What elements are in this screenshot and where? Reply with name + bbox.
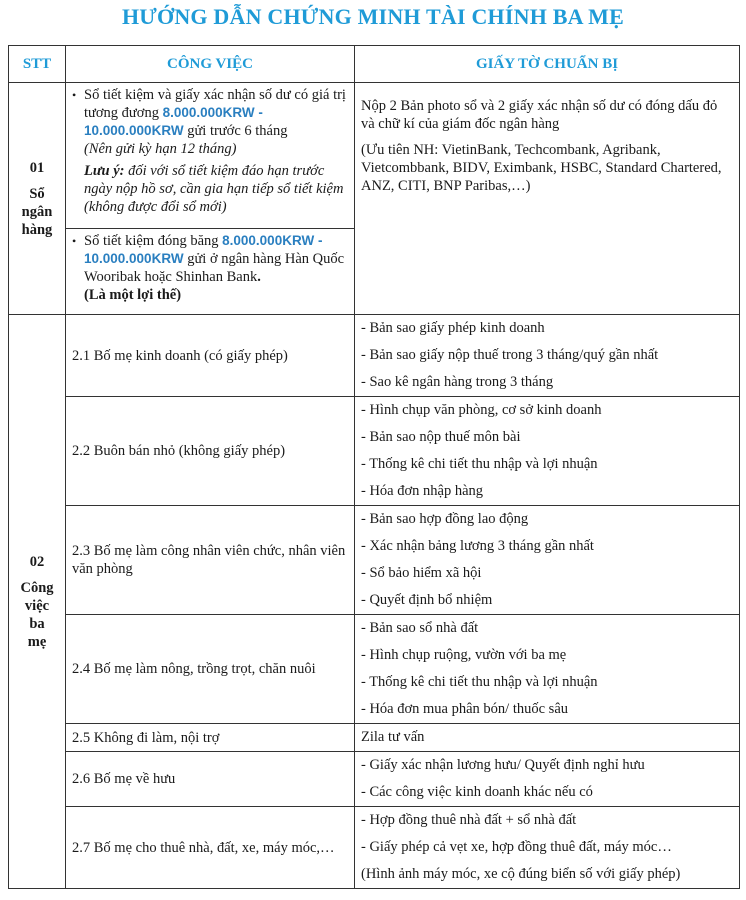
stt-number: 02 <box>29 553 45 570</box>
frozen-text-c: . <box>257 269 261 285</box>
doc-item: - Thống kê chi tiết thu nhập và lợi nhuận <box>361 456 598 472</box>
doc-item: - Các công việc kinh doanh khác nếu có <box>361 784 593 800</box>
bullet-icon: • <box>72 234 77 248</box>
header-row <box>9 46 740 83</box>
frozen-text-a: Sổ tiết kiệm đóng băng <box>84 233 223 249</box>
stt-number: 01 <box>29 159 45 176</box>
warning-text: đối với sổ tiết kiệm đáo hạn trước ngày nộp hồ sơ, cần gia hạn tiếp sổ tiết kiệm (không được đổi sổ mới) <box>84 163 344 215</box>
table-row <box>9 724 740 752</box>
frozen-text-b: gửi ở ngân hàng Hàn Quốc Wooribak hoặc Shinhan Bank <box>84 251 345 285</box>
doc-item: (Hình ảnh máy móc, xe cộ đúng biển số với giấy phép) <box>361 866 681 882</box>
job-cell: 2.2 Buôn bán nhỏ (không giấy phép) <box>66 397 355 506</box>
job-cell <box>66 83 355 229</box>
table-row <box>9 807 740 889</box>
header-docs: GIẤY TỜ CHUẨN BỊ <box>355 46 740 83</box>
stt-label-line: mẹ <box>27 633 47 650</box>
docs-cell <box>355 724 740 752</box>
table-row <box>9 315 740 397</box>
stt-cell-02 <box>9 315 66 889</box>
doc-item: - Bản sao giấy phép kinh doanh <box>361 320 545 336</box>
doc-item: - Thống kê chi tiết thu nhập và lợi nhuận <box>361 674 598 690</box>
docs-cell <box>355 615 740 724</box>
term-note: (Nên gửi kỳ hạn 12 tháng) <box>84 141 237 157</box>
stt-label-line: Sổ <box>29 185 45 202</box>
doc-item: Zila tư vấn <box>361 729 425 745</box>
doc-item: - Quyết định bổ nhiệm <box>361 592 493 608</box>
docs-cell <box>355 506 740 615</box>
stt-label-line: ngân <box>21 203 53 220</box>
doc-item: - Bản sao giấy nộp thuế trong 3 tháng/quý gần nhất <box>361 347 659 363</box>
table-row <box>9 506 740 615</box>
job-cell: 2.5 Không đi làm, nội trợ <box>66 724 355 752</box>
docs-cell <box>355 315 740 397</box>
savings-text-a: Sổ tiết kiệm và giấy xác nhận số dư có giá trị tương đương <box>84 87 346 121</box>
doc-item: - Hóa đơn nhập hàng <box>361 483 484 499</box>
amount-highlight: 8.000.000KRW - 10.000.000KRW <box>84 233 323 266</box>
docs-text: Nộp 2 Bản photo sổ và 2 giấy xác nhận số dư có đóng dấu đỏ và chữ kí của giám đốc ngân hàng <box>361 98 718 132</box>
job-cell: 2.7 Bố mẹ cho thuê nhà, đất, xe, máy móc,… <box>66 807 355 889</box>
job-cell: 2.3 Bố mẹ làm công nhân viên chức, nhân viên văn phòng <box>66 506 355 615</box>
docs-cell <box>355 83 740 315</box>
warning-label: Lưu ý: <box>84 163 125 179</box>
doc-item: - Sổ bảo hiểm xã hội <box>361 565 482 581</box>
table-row <box>9 83 740 229</box>
doc-item: - Xác nhận bảng lương 3 tháng gần nhất <box>361 538 594 554</box>
doc-item: - Giấy phép cả vẹt xe, hợp đồng thuê đất, máy móc… <box>361 839 672 855</box>
doc-item: - Sao kê ngân hàng trong 3 tháng <box>361 374 554 390</box>
job-cell <box>66 229 355 315</box>
header-stt: STT <box>9 46 66 83</box>
docs-cell <box>355 397 740 506</box>
stt-label-line: hàng <box>21 221 53 238</box>
job-cell: 2.6 Bố mẹ về hưu <box>66 752 355 807</box>
warning-note <box>84 162 348 216</box>
doc-item: - Bản sao sổ nhà đất <box>361 620 479 636</box>
bullet-icon: • <box>72 88 77 102</box>
docs-cell <box>355 752 740 807</box>
doc-item: - Hóa đơn mua phân bón/ thuốc sâu <box>361 701 569 717</box>
doc-item: - Hợp đồng thuê nhà đất + sổ nhà đất <box>361 812 577 828</box>
stt-label-line: việc <box>24 597 50 614</box>
table-row <box>9 615 740 724</box>
stt-label-line: ba <box>29 615 45 632</box>
stt-label <box>11 579 63 651</box>
finance-guide-table <box>8 45 740 889</box>
doc-item: - Bản sao nộp thuế môn bài <box>361 429 521 445</box>
amount-highlight: 8.000.000KRW - 10.000.000KRW <box>84 105 263 138</box>
savings-text <box>84 86 348 140</box>
page-title: HƯỚNG DẪN CHỨNG MINH TÀI CHÍNH BA MẸ <box>121 4 624 29</box>
stt-cell-01 <box>9 83 66 315</box>
stt-label <box>11 185 63 239</box>
advantage-note: (Là một lợi thế) <box>84 287 182 303</box>
job-cell: 2.1 Bố mẹ kinh doanh (có giấy phép) <box>66 315 355 397</box>
list-item <box>72 232 348 304</box>
doc-item: - Bản sao hợp đồng lao động <box>361 511 529 527</box>
doc-item: - Hình chụp ruộng, vườn với ba mẹ <box>361 647 567 663</box>
savings-text-b: gửi trước 6 tháng <box>183 123 288 139</box>
frozen-savings-text <box>84 232 348 286</box>
docs-cell <box>355 807 740 889</box>
list-item <box>72 86 348 216</box>
stt-label-line: Công <box>20 579 54 596</box>
header-job: CÔNG VIỆC <box>66 46 355 83</box>
doc-item: - Hình chụp văn phòng, cơ sở kinh doanh <box>361 402 602 418</box>
table-row <box>9 397 740 506</box>
job-cell: 2.4 Bố mẹ làm nông, trồng trọt, chăn nuôi <box>66 615 355 724</box>
table-row <box>9 752 740 807</box>
docs-priority: (Ưu tiên NH: VietinBank, Techcombank, Agribank, Vietcombbank, BIDV, Eximbank, HSBC, Standard Chartered, ANZ, CITI, BNP Paribas,…) <box>361 142 722 194</box>
doc-item: - Giấy xác nhận lương hưu/ Quyết định nghỉ hưu <box>361 757 645 773</box>
